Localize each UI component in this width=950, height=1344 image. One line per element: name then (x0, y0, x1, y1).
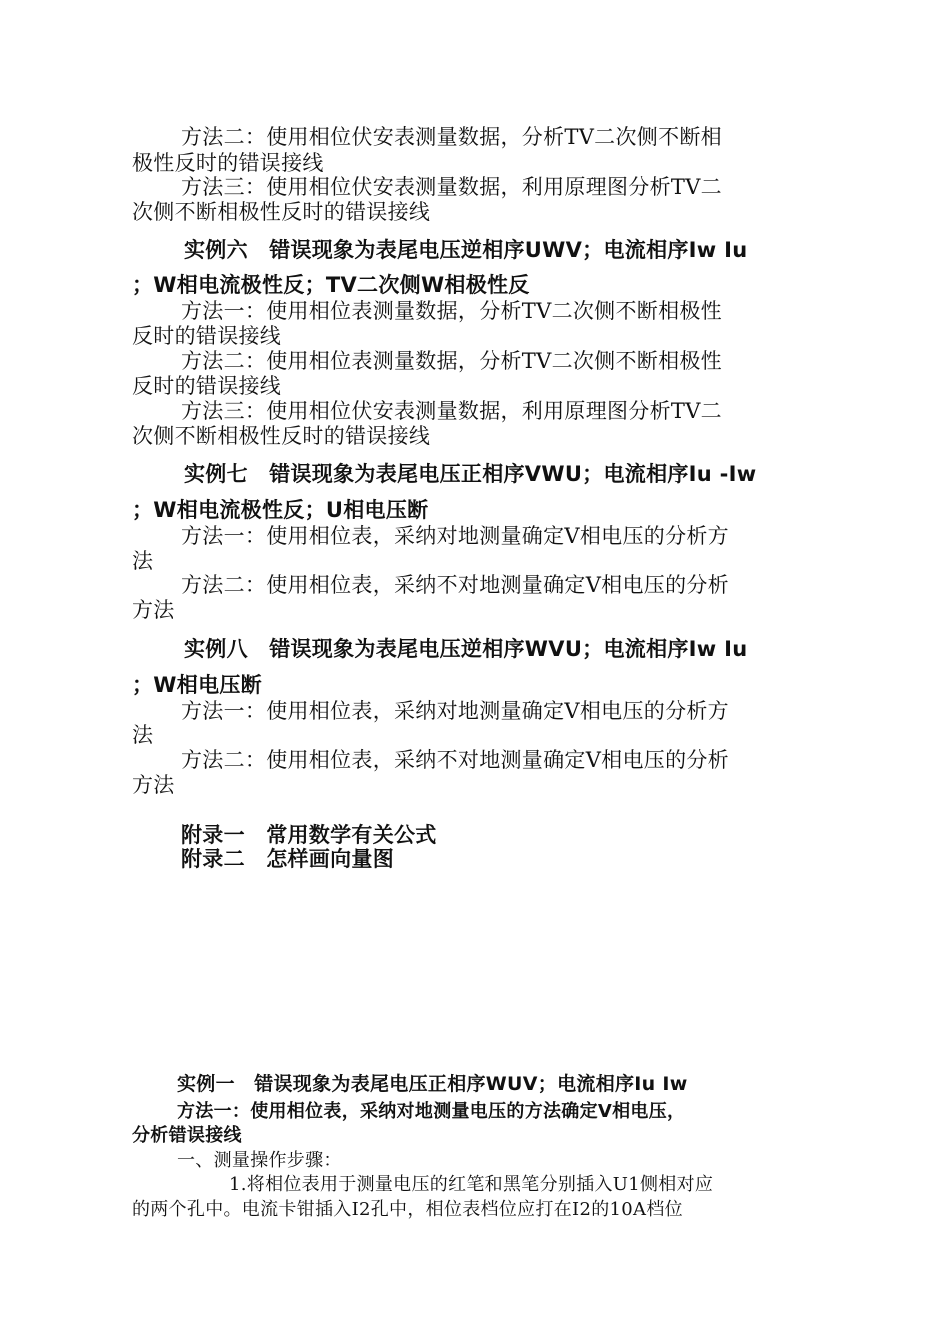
toc-line: 方法二：使用相位伏安表测量数据，分析TV二次侧不断相 (181, 125, 722, 149)
steps-heading: 一、测量操作步骤： (177, 1150, 342, 1171)
method-heading: 方法一：使用相位表，采纳对地测量电压的方法确定V相电压， (177, 1101, 686, 1122)
step-paragraph: 1.将相位表用于测量电压的红笔和黑笔分别插入U1侧相对应 (229, 1174, 714, 1195)
step-paragraph-cont: 的两个孔中。电流卡钳插入I2孔中，相位表档位应打在I2的10A档位 (132, 1199, 683, 1220)
toc-line: 方法 (132, 773, 175, 797)
toc-line: 极性反时的错误接线 (132, 151, 324, 175)
toc-line: 方法一：使用相位表，采纳对地测量确定V相电压的分析方 (181, 699, 729, 723)
toc-appendix-2: 附录二 怎样画向量图 (181, 847, 394, 871)
section-title-example-1: 实例一 错误现象为表尾电压正相序WUV；电流相序Iu Iw (177, 1073, 688, 1095)
toc-heading-example-6: 实例六 错误现象为表尾电压逆相序UWV；电流相序Iw Iu (184, 238, 748, 262)
toc-line: 方法二：使用相位表，采纳不对地测量确定V相电压的分析 (181, 573, 729, 597)
toc-line: 方法三：使用相位伏安表测量数据，利用原理图分析TV二 (181, 399, 722, 423)
toc-line: 次侧不断相极性反时的错误接线 (132, 424, 431, 448)
toc-line: 次侧不断相极性反时的错误接线 (132, 200, 431, 224)
toc-appendix-1: 附录一 常用数学有关公式 (181, 823, 437, 847)
method-heading-cont: 分析错误接线 (132, 1125, 242, 1146)
toc-line: 方法 (132, 598, 175, 622)
toc-heading-example-7-cont: ；W相电流极性反；U相电压断 (132, 498, 429, 522)
toc-line: 方法一：使用相位表测量数据，分析TV二次侧不断相极性 (181, 299, 722, 323)
toc-line: 方法二：使用相位表，采纳不对地测量确定V相电压的分析 (181, 748, 729, 772)
toc-line: 反时的错误接线 (132, 374, 282, 398)
toc-heading-example-8: 实例八 错误现象为表尾电压逆相序WVU；电流相序Iw Iu (184, 637, 748, 661)
toc-line: 方法三：使用相位伏安表测量数据，利用原理图分析TV二 (181, 175, 722, 199)
toc-heading-example-8-cont: ；W相电压断 (132, 673, 262, 697)
toc-line: 反时的错误接线 (132, 324, 282, 348)
toc-line: 法 (132, 723, 154, 747)
toc-heading-example-7: 实例七 错误现象为表尾电压正相序VWU；电流相序Iu -Iw (184, 462, 757, 486)
toc-heading-example-6-cont: ；W相电流极性反；TV二次侧W相极性反 (132, 273, 530, 297)
toc-line: 方法二：使用相位表测量数据，分析TV二次侧不断相极性 (181, 349, 722, 373)
toc-line: 方法一：使用相位表，采纳对地测量确定V相电压的分析方 (181, 524, 729, 548)
toc-line: 法 (132, 549, 154, 573)
